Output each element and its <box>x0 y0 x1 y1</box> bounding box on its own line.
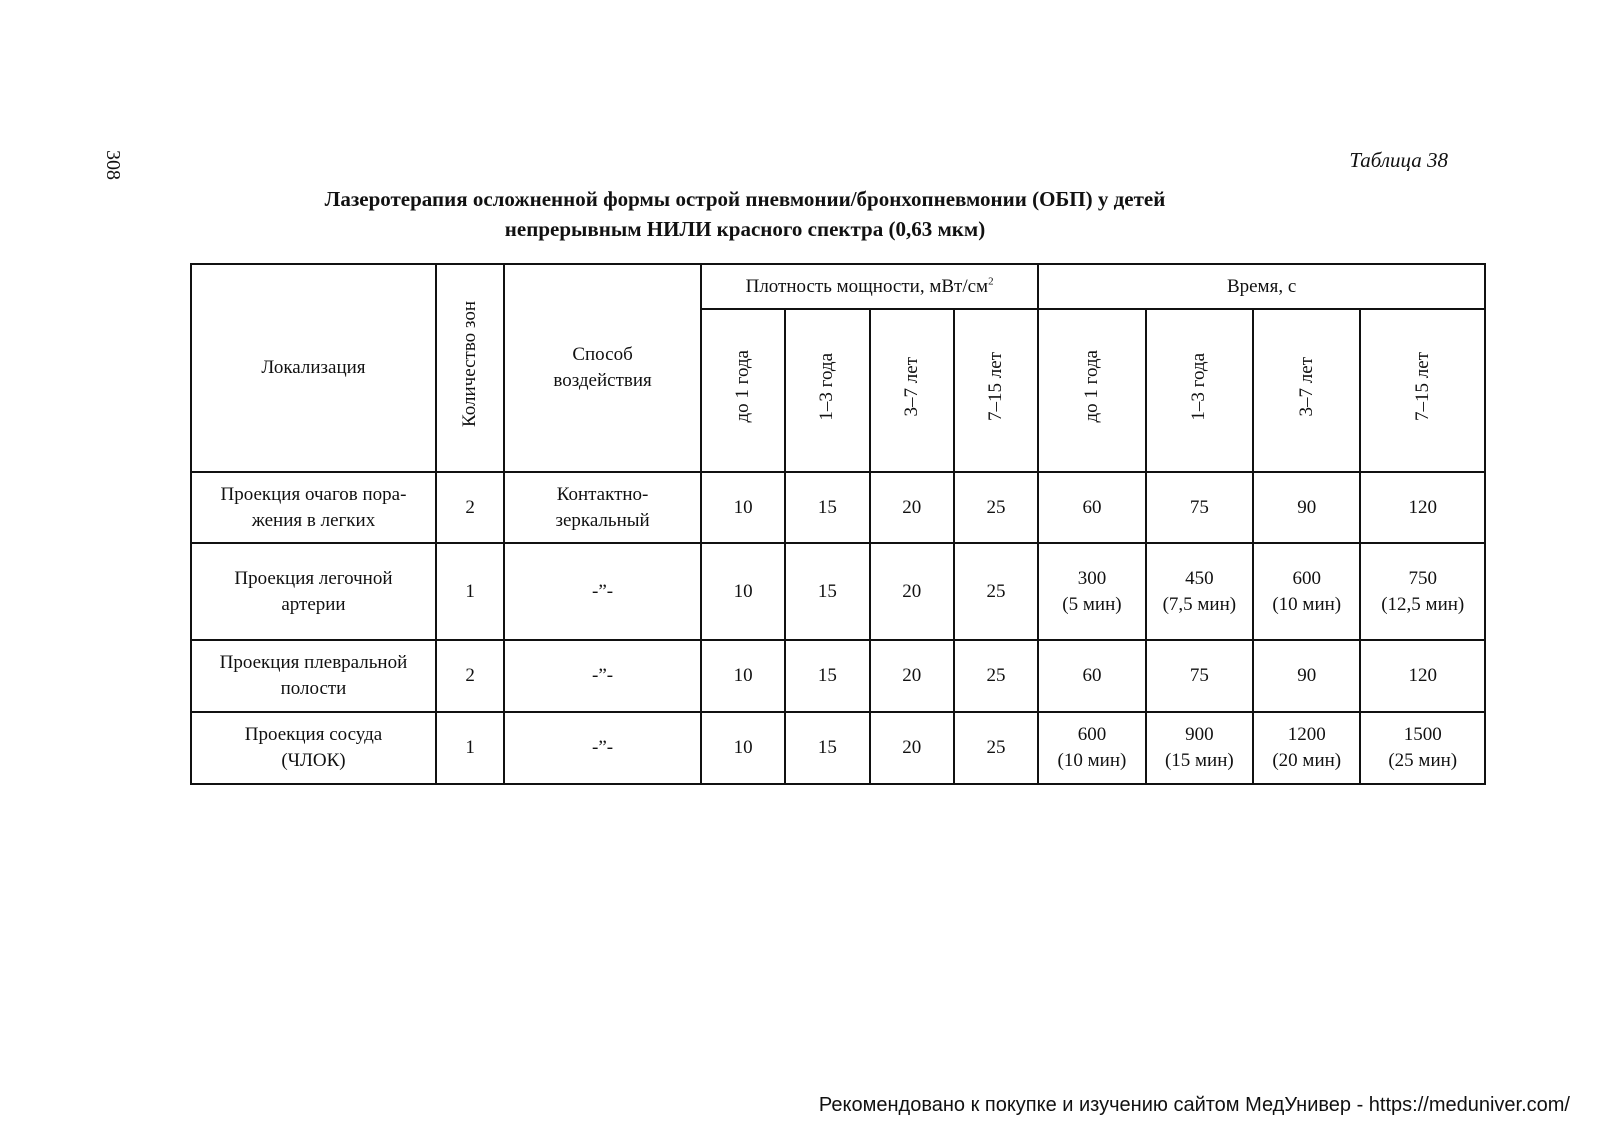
row-time: 900 (15 мин) <box>1146 712 1253 784</box>
row-power: 15 <box>785 640 869 712</box>
row-power: 20 <box>870 640 954 712</box>
row-time: 75 <box>1146 472 1253 543</box>
row-power: 15 <box>785 472 869 543</box>
row-time: 600 (10 мин) <box>1253 543 1360 640</box>
page-number: 308 <box>102 150 124 180</box>
header-zones-label: Количество зон <box>459 301 481 427</box>
table-title <box>190 184 1300 244</box>
row-time: 120 <box>1360 472 1485 543</box>
header-power-group-label: Плотность мощности, мВт/см <box>745 275 989 297</box>
header-method-line-1: Способ <box>572 344 633 365</box>
row-time: 600 (10 мин) <box>1038 712 1145 784</box>
row-time: 60 <box>1038 472 1145 543</box>
row-time: 120 <box>1360 640 1485 712</box>
header-power-age: 7–15 лет <box>954 309 1038 472</box>
header-power-age: до 1 года <box>701 309 785 472</box>
row-power: 10 <box>701 543 785 640</box>
row-time: 750 (12,5 мин) <box>1360 543 1485 640</box>
row-time: 60 <box>1038 640 1145 712</box>
header-power-group <box>701 264 1038 309</box>
laser-therapy-table <box>190 263 1486 785</box>
row-time: 450 (7,5 мин) <box>1146 543 1253 640</box>
row-power: 25 <box>954 543 1038 640</box>
header-time-age: 7–15 лет <box>1360 309 1485 472</box>
header-time-group: Время, с <box>1038 264 1485 309</box>
row-method: Контактно- зеркальный <box>504 472 701 543</box>
header-time-age: 3–7 лет <box>1253 309 1360 472</box>
row-time: 75 <box>1146 640 1253 712</box>
row-zones: 1 <box>436 712 504 784</box>
header-time-age: 1–3 года <box>1146 309 1253 472</box>
row-localization: Проекция плевральной полости <box>191 640 436 712</box>
header-localization: Локализация <box>191 264 436 472</box>
row-power: 10 <box>701 472 785 543</box>
header-zones <box>436 264 504 472</box>
row-localization: Проекция сосуда (ЧЛОК) <box>191 712 436 784</box>
row-power: 20 <box>870 472 954 543</box>
row-time: 90 <box>1253 472 1360 543</box>
row-power: 10 <box>701 712 785 784</box>
row-power: 25 <box>954 472 1038 543</box>
row-power: 25 <box>954 640 1038 712</box>
row-time: 90 <box>1253 640 1360 712</box>
header-power-age: 3–7 лет <box>870 309 954 472</box>
row-zones: 2 <box>436 472 504 543</box>
table-title-line-1: Лазеротерапия осложненной формы острой пневмонии/бронхопневмонии (ОБП) у детей <box>324 187 1166 211</box>
table-row <box>191 472 1485 543</box>
row-power: 15 <box>785 543 869 640</box>
header-power-group-sup: 2 <box>988 275 994 288</box>
table-row <box>191 712 1485 784</box>
row-method: -”- <box>504 712 701 784</box>
table-label: Таблица 38 <box>1349 148 1448 172</box>
row-localization: Проекция легочной артерии <box>191 543 436 640</box>
header-time-age: до 1 года <box>1038 309 1145 472</box>
row-power: 25 <box>954 712 1038 784</box>
header-power-age: 1–3 года <box>785 309 869 472</box>
row-time: 1200 (20 мин) <box>1253 712 1360 784</box>
row-time: 1500 (25 мин) <box>1360 712 1485 784</box>
footer-recommendation: Рекомендовано к покупке и изучению сайтом МедУнивер - https://meduniver.com/ <box>818 1094 1570 1116</box>
table-row <box>191 543 1485 640</box>
row-method: -”- <box>504 543 701 640</box>
row-power: 20 <box>870 543 954 640</box>
row-zones: 1 <box>436 543 504 640</box>
header-method-line-2: воздействия <box>553 370 652 391</box>
row-power: 10 <box>701 640 785 712</box>
header-method <box>504 264 701 472</box>
row-time: 300 (5 мин) <box>1038 543 1145 640</box>
row-power: 15 <box>785 712 869 784</box>
row-method: -”- <box>504 640 701 712</box>
row-power: 20 <box>870 712 954 784</box>
row-localization: Проекция очагов пора- жения в легких <box>191 472 436 543</box>
table-row <box>191 640 1485 712</box>
table-title-line-2: непрерывным НИЛИ красного спектра (0,63 мкм) <box>504 217 986 241</box>
row-zones: 2 <box>436 640 504 712</box>
